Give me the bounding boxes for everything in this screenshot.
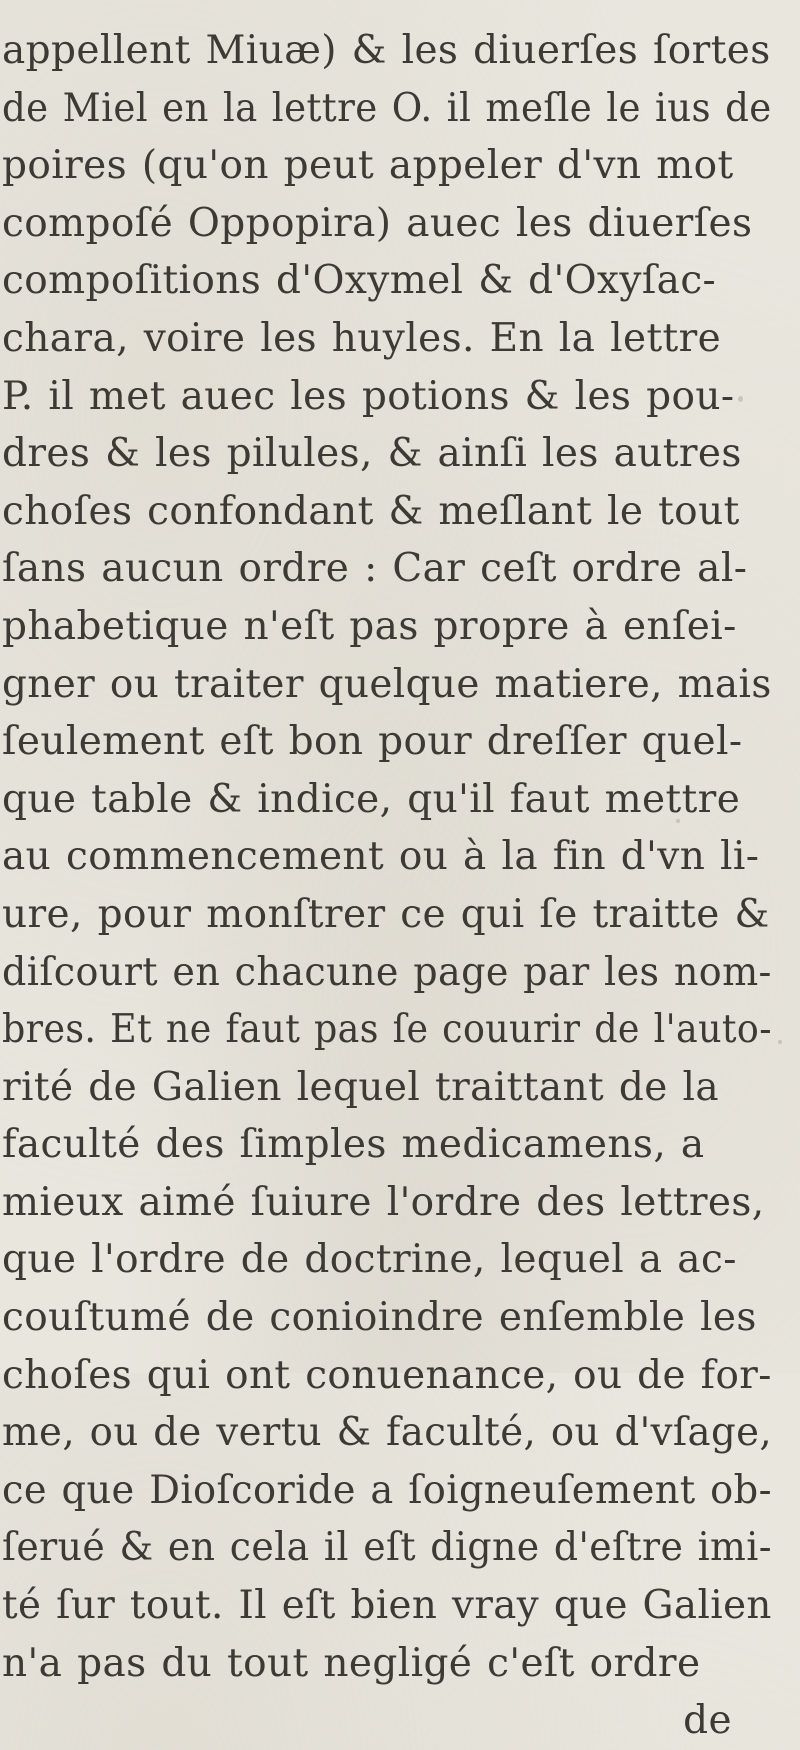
text-line: ſerué & en cela il eſt digne d'eſtre imi-	[2, 1525, 772, 1571]
text-line: mieux aimé ſuiure l'ordre des lettres,	[2, 1179, 765, 1225]
page-text	[2, 22, 773, 1750]
catchword: de	[683, 1698, 732, 1744]
text-line: de Miel en la lettre O. il meſle le ius de	[2, 85, 772, 131]
text-line: ure, pour monſtrer ce qui ſe traitte &	[2, 891, 770, 937]
text-line: poires (qu'on peut appeler d'vn mot	[2, 143, 734, 189]
text-line: phabetique n'eſt pas propre à enſei-	[2, 603, 737, 649]
text-line: té ſur tout. Il eſt bien vray que Galien	[2, 1583, 772, 1629]
text-line: au commencement ou à la fin d'vn li-	[2, 834, 760, 880]
text-line: chara, voire les huyles. En la lettre	[2, 315, 722, 361]
text-line: n'a pas du tout negligé c'eſt ordre	[2, 1640, 701, 1686]
text-line: compoſé Oppopira) auec les diuerſes	[2, 200, 753, 246]
text-line: appellent Miuæ) & les diuerſes ſortes	[2, 28, 771, 73]
text-line: gner ou traiter quelque matiere, mais	[2, 661, 772, 707]
text-line: ſeulement eſt bon pour dreſſer quel-	[2, 719, 743, 765]
text-line: dres & les pilules, & ainſi les autres	[2, 431, 742, 477]
text-line: choſes qui ont conuenance, ou de for-	[2, 1352, 772, 1398]
foxing-spot	[778, 1040, 782, 1044]
text-line: que table & indice, qu'il faut mettre	[2, 776, 741, 822]
text-line: diſcourt en chacune page par les nom-	[2, 949, 772, 995]
text-line: me, ou de vertu & faculté, ou d'vſage,	[2, 1410, 773, 1456]
text-line: faculté des ſimples medicamens, a	[2, 1122, 705, 1168]
text-line: ſans aucun ordre : Car ceſt ordre al-	[2, 546, 748, 592]
text-line: ce que Dioſcoride a ſoigneuſement ob-	[2, 1467, 772, 1513]
text-line: couſtumé de conioindre enſemble les	[2, 1295, 757, 1341]
text-line: P. il met auec les potions & les pou-	[2, 373, 735, 419]
text-line: compoſitions d'Oxymel & d'Oxyſac-	[2, 258, 717, 304]
text-line: que l'ordre de doctrine, lequel a ac-	[2, 1237, 737, 1283]
text-line: rité de Galien lequel traittant de la	[2, 1064, 720, 1110]
text-line: bres. Et ne faut pas ſe couurir de l'auto-	[2, 1007, 772, 1053]
text-line: choſes confondant & meſlant le tout	[2, 488, 740, 534]
